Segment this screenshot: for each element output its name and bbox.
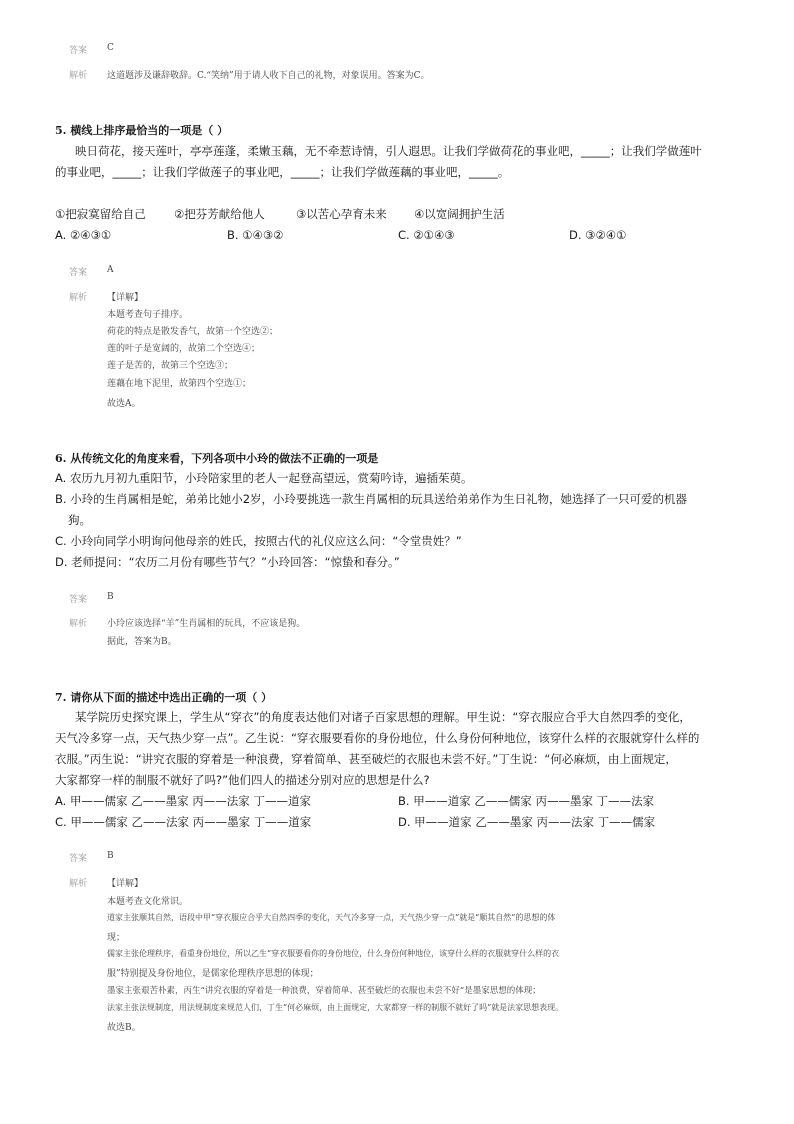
analysis-line: 墨家主张艰苦朴素，丙生“讲究衣服的穿着是一种浪费，穿着简单、甚至破烂的衣服也未尝不好”是墨家思想的体现； [107, 986, 541, 996]
answer-option: B. 小玲的生肖属相是蛇，弟弟比她小2岁，小玲要挑选一款生肖属相的玩具送给弟弟作为生日礼物，她选择了一只可爱的机器 [55, 492, 688, 506]
answer-option: D. 老师提问：“农历二月份有哪些节气？”小玲回答：“惊蛰和春分。” [55, 555, 400, 569]
analysis-line: 【详解】 [107, 293, 144, 303]
question-title: 6. 从传统文化的角度来看，下列各项中小玲的做法不正确的一项是 [55, 452, 379, 465]
analysis-label: 解析 [69, 619, 88, 629]
analysis-line: 本题考查句子排序。 [107, 310, 189, 320]
answer-option: C. 甲——儒家 乙——法家 丙——墨家 丁——道家 [55, 815, 312, 829]
answer-option: B. ①④③② [227, 228, 284, 242]
list-item: ④以宽阔拥护生活 [414, 207, 505, 221]
analysis-line: 法家主张法规制度，用法规制度来规范人们，丁生“何必麻烦，由上面规定，大家都穿一样的制服不就好了吗”就是法家思想表现。 [107, 1003, 564, 1012]
analysis-text: 这道题涉及谦辞敬辞。C.“笑纳”用于请人收下自己的礼物，对象误用。答案为C。 [107, 71, 430, 81]
analysis-label: 解析 [69, 71, 88, 81]
analysis-line: 儒家主张伦理秩序，看重身份地位，所以乙生“穿衣服要看你的身份地位，什么身份何种地位，该穿什么样的衣服就穿什么样的衣 [107, 949, 560, 958]
answer-option: D. ③②④① [569, 228, 627, 242]
analysis-line: 本题考查文化常识。 [107, 897, 189, 907]
analysis-line: 莲藕在地下泥里，故第四个空选①； [107, 379, 252, 389]
analysis-label: 解析 [69, 293, 88, 303]
analysis-line: 故选A。 [107, 399, 141, 409]
answer-label: 答案 [69, 595, 88, 605]
analysis-label: 解析 [69, 879, 88, 889]
answer-label: 答案 [69, 268, 88, 278]
list-item: ①把寂寞留给自己 [55, 207, 146, 221]
analysis-line: 小玲应该选择“羊”生肖属相的玩具，不应该是狗。 [107, 619, 306, 629]
analysis-line: 莲子是苦的，故第三个空选③； [107, 361, 234, 371]
answer-option: B. 甲——道家 乙——儒家 丙——墨家 丁——法家 [398, 794, 655, 808]
answer-label: 答案 [69, 46, 88, 56]
question-passage-line: 某学院历史探究课上，学生从“穿衣”的角度表达他们对诸子百家思想的理解。甲生说：“穿衣服应合乎大自然四季的变化， [75, 710, 691, 724]
answer-option: A. 甲——儒家 乙——墨家 丙——法家 丁——道家 [55, 794, 311, 808]
answer-label: 答案 [69, 854, 88, 864]
answer-option: C. 小玲向同学小明询问他母亲的姓氏，按照古代的礼仪应这么问：“令堂贵姓？” [55, 534, 462, 548]
list-item: ③以苦心孕育未来 [296, 207, 387, 221]
analysis-line: 荷花的特点是散发香气，故第一个空选②； [107, 327, 279, 337]
answer-value: C [107, 43, 114, 53]
answer-value: B [107, 851, 114, 861]
question-passage-line: 衣服。”丙生说：“讲究衣服的穿着是一种浪费，穿着简单、甚至破烂的衣服也未尝不好。”丁生说：“何必麻烦，由上面规定， [55, 752, 677, 766]
analysis-line: 现； [107, 933, 126, 943]
answer-option: A. 农历九月初九重阳节，小玲陪家里的老人一起登高望远，赏菊吟诗，遍插茱萸。 [55, 471, 473, 485]
analysis-line: 莲的叶子是宽阔的，故第二个空选④； [107, 344, 261, 354]
question-passage-line: 映日荷花，接天莲叶，亭亭莲蓬，柔嫩玉藕，无不牵惹诗情，引人遐思。让我们学做荷花的事业吧，_____；让我们学做莲叶 [75, 144, 702, 158]
question-passage-line: 大家都穿一样的制服不就好了吗?”他们四人的描述分别对应的思想是什么? [55, 773, 430, 787]
answer-value: B [107, 592, 114, 602]
analysis-line: 服”特别提及身份地位，是儒家伦理秩序思想的体现； [107, 969, 319, 979]
answer-option-continued: 狗。 [68, 513, 91, 527]
answer-option: D. 甲——道家 乙——墨家 丙——法家 丁——儒家 [398, 815, 656, 829]
question-passage-line: 天气冷多穿一点，天气热少穿一点”。乙生说：“穿衣服要看你的身份地位，什么身份何种地位，该穿什么样的衣服就穿什么样的 [55, 731, 700, 745]
answer-option: C. ②①④③ [398, 228, 455, 242]
analysis-line: 【详解】 [107, 879, 144, 889]
answer-value: A [107, 265, 114, 275]
analysis-line: 故选B。 [107, 1023, 141, 1033]
analysis-line: 道家主张顺其自然，语段中甲“穿衣服应合乎大自然四季的变化，天气冷多穿一点，天气热少穿一点”就是“顺其自然”的思想的体 [107, 913, 556, 922]
answer-option: A. ②④③① [55, 228, 112, 242]
question-passage-line: 的事业吧，_____；让我们学做莲子的事业吧，_____；让我们学做莲藕的事业吧，_____。 [55, 165, 510, 179]
list-item: ②把芬芳献给他人 [174, 207, 265, 221]
analysis-line: 据此，答案为B。 [107, 637, 177, 647]
question-title: 5. 横线上排序最恰当的一项是（ ） [55, 124, 229, 137]
question-title: 7. 请你从下面的描述中选出正确的一项（ ） [55, 691, 273, 704]
